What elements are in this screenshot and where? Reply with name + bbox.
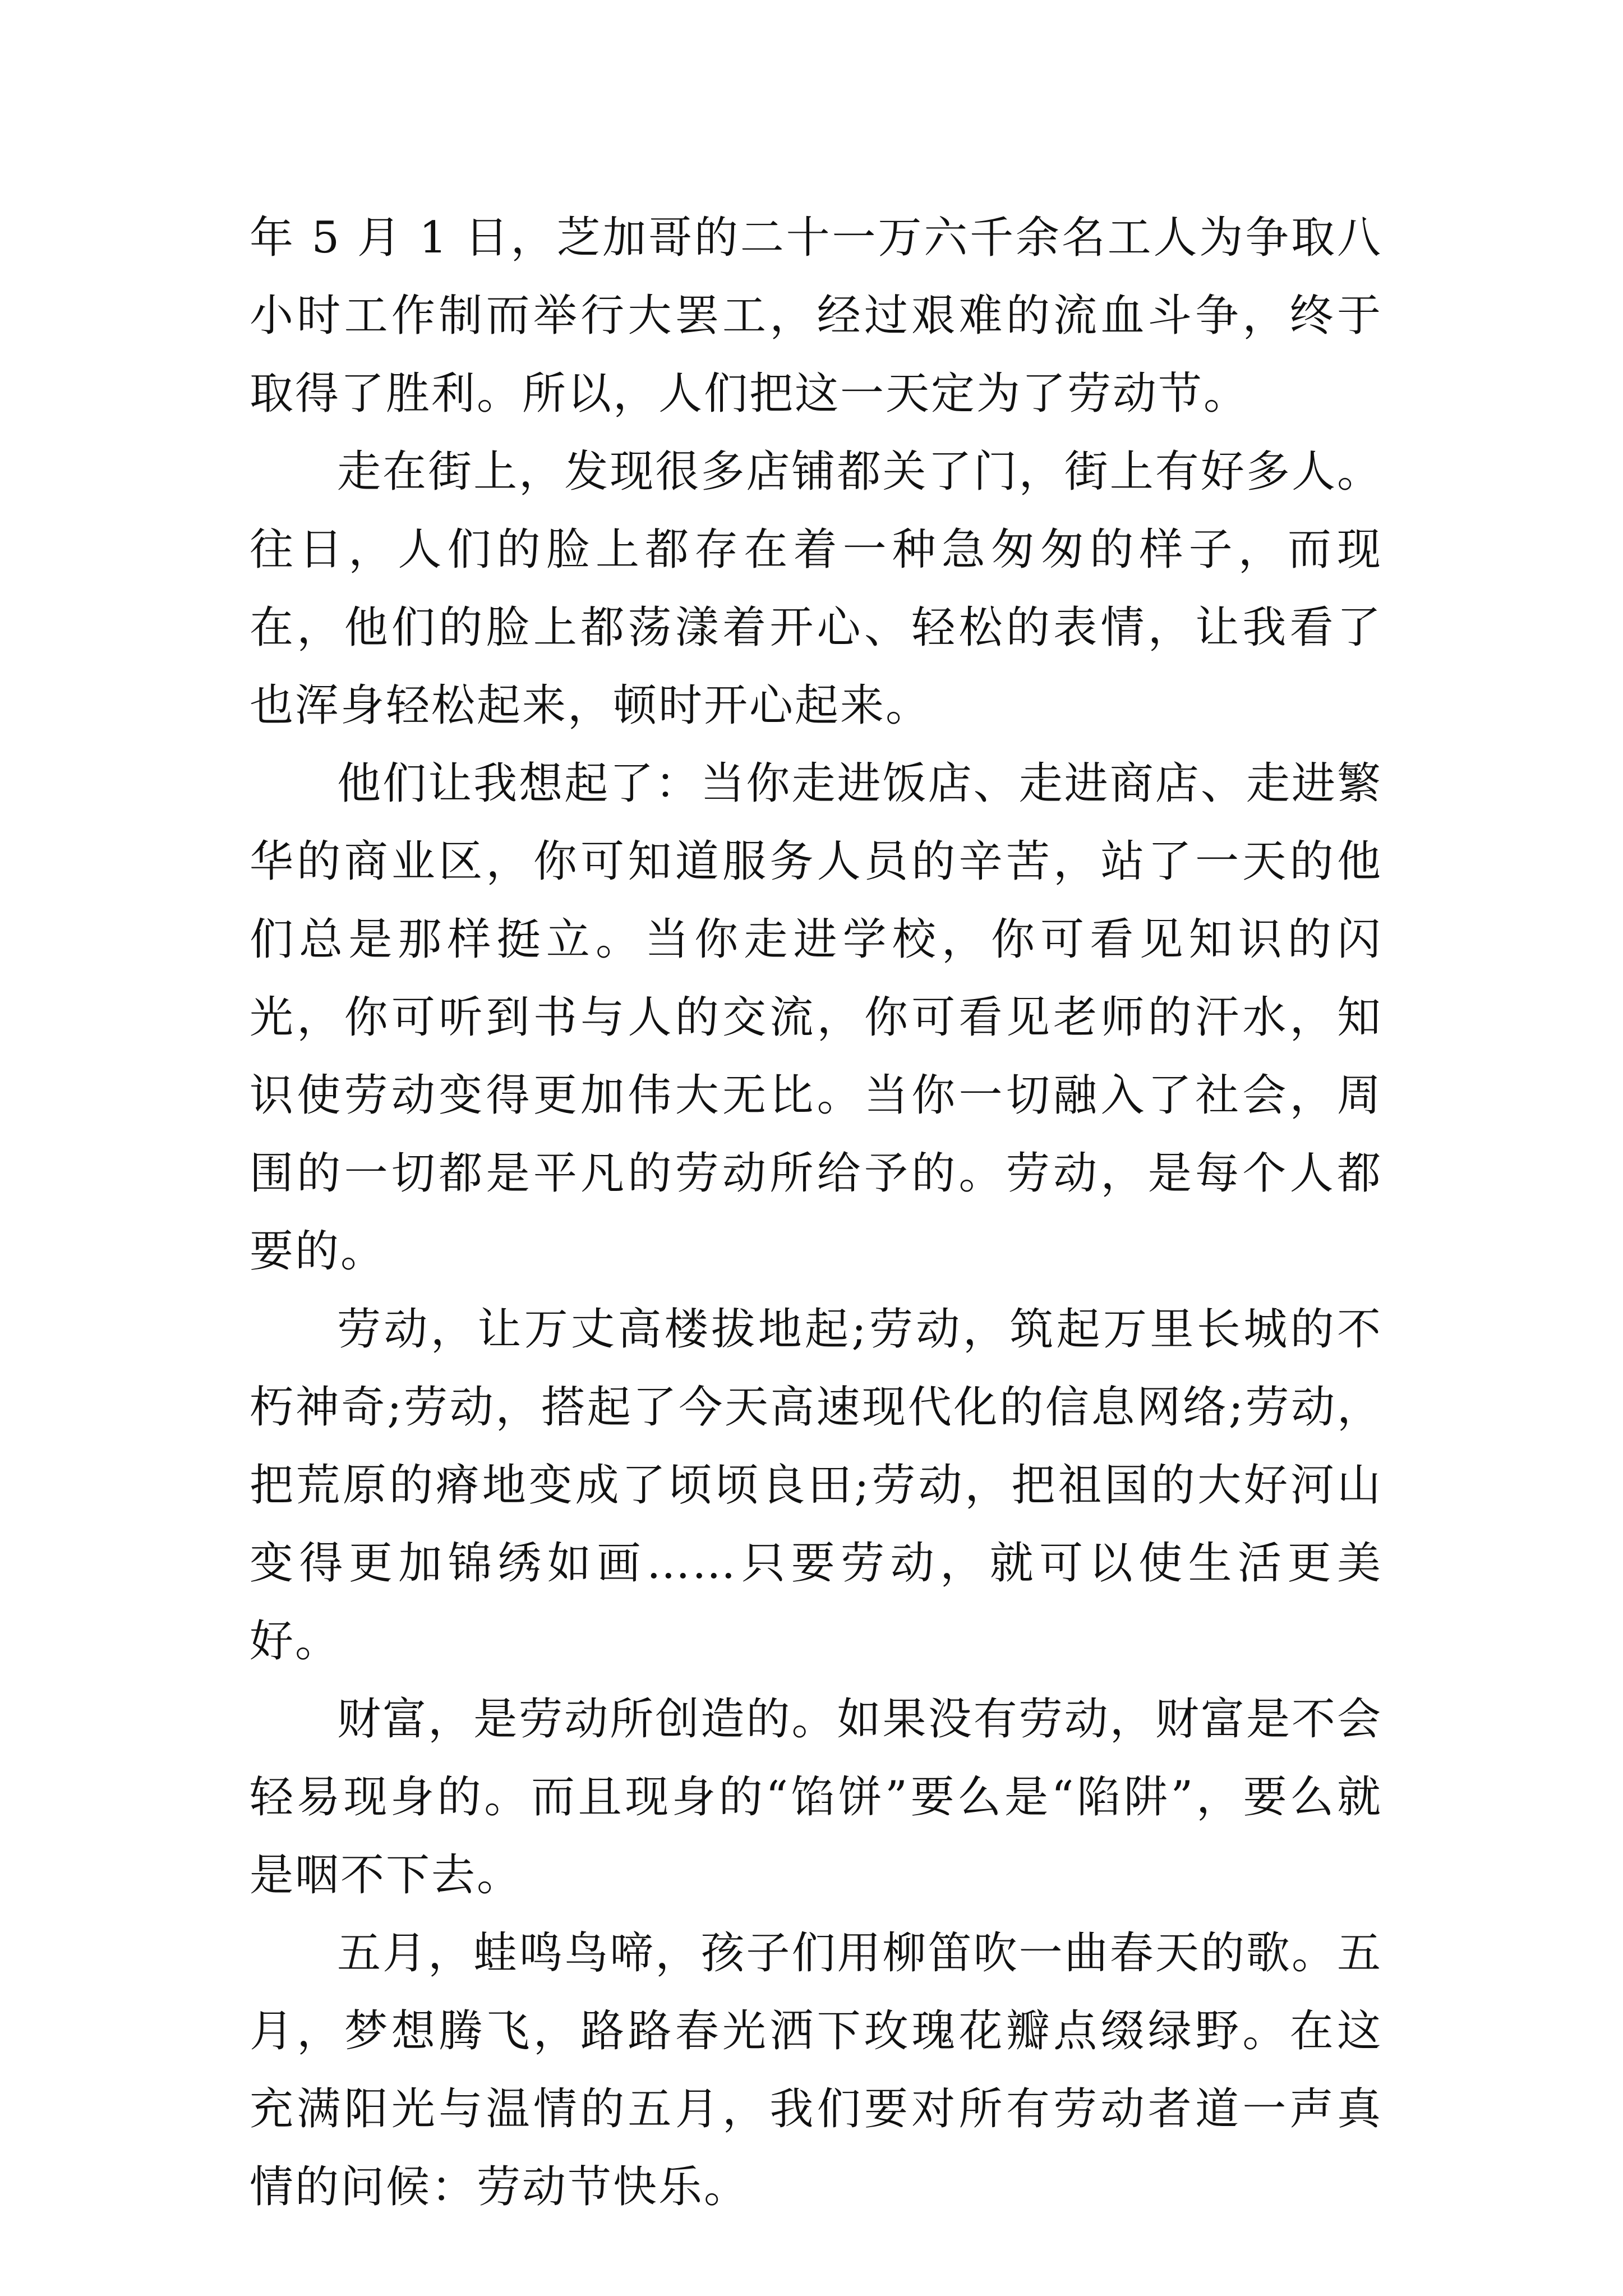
paragraph-2: 走在街上，发现很多店铺都关了门，街上有好多人。往日，人们的脸上都存在着一种急匆匆的样子，而现在，他们的脸上都荡漾着开心、轻松的表情，让我看了也浑身轻松起来，顿时开心起来。 [250, 447, 1382, 731]
paragraph-1: 年 5 月 1 日，芝加哥的二十一万六千余名工人为争取八小时工作制而举行大罢工，经过艰难的流血斗争，终于取得了胜利。所以，人们把这一天定为了劳动节。 [250, 213, 1382, 419]
paragraph-5: 财富，是劳动所创造的。如果没有劳动，财富是不会轻易现身的。而且现身的“馅饼”要么是“陷阱”，要么就是咽不下去。 [250, 1694, 1382, 1901]
article-body [250, 199, 1382, 2226]
paragraph-3: 他们让我想起了：当你走进饭店、走进商店、走进繁华的商业区，你可知道服务人员的辛苦，站了一天的他们总是那样挺立。当你走进学校，你可看见知识的闪光，你可听到书与人的交流，你可看见老师的汗水，知识使劳动变得更加伟大无比。当你一切融入了社会，周围的一切都是平凡的劳动所给予的。劳动，是每个人都要的。 [250, 758, 1382, 1277]
paragraph-4: 劳动，让万丈高楼拔地起;劳动，筑起万里长城的不朽神奇;劳动，搭起了今天高速现代化的信息网络;劳动，把荒原的瘠地变成了顷顷良田;劳动，把祖国的大好河山变得更加锦绣如画……只要劳动，就可以使生活更美好。 [250, 1304, 1382, 1667]
paragraph-6: 五月，蛙鸣鸟啼，孩子们用柳笛吹一曲春天的歌。五月，梦想腾飞，路路春光洒下玫瑰花瓣点缀绿野。在这充满阳光与温情的五月，我们要对所有劳动者道一声真情的问候：劳动节快乐。 [250, 1928, 1382, 2212]
